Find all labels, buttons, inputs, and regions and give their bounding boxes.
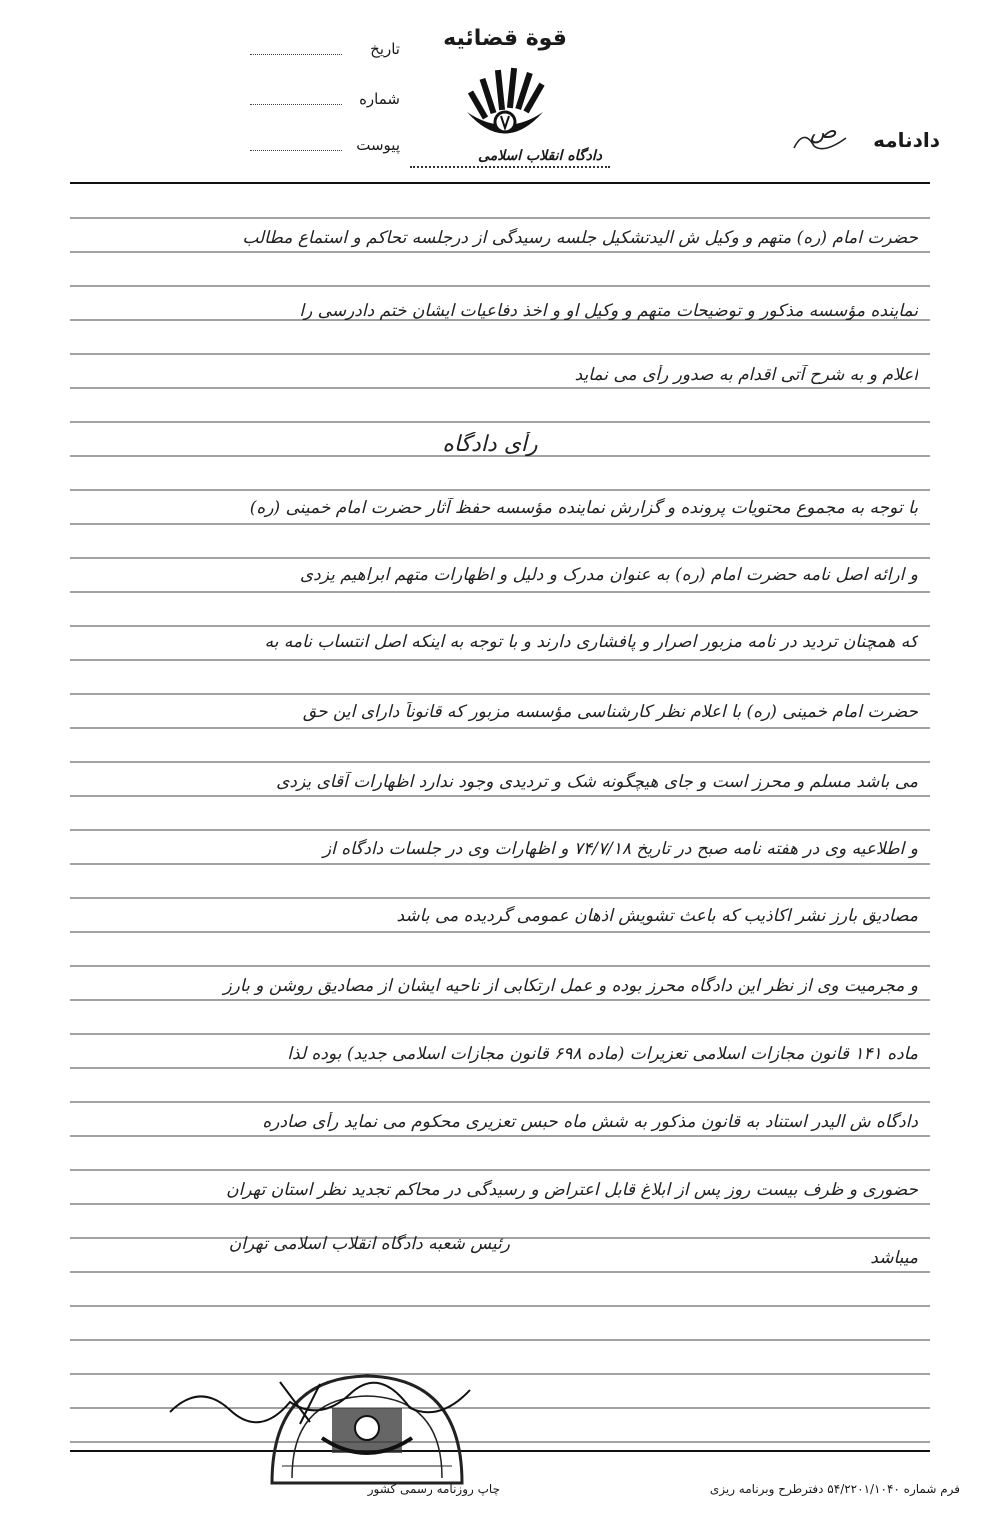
date-field [250,54,342,55]
date-row [250,40,400,58]
ruling-line: که همچنان تردید در نامه مزبور اصرار و پافشاری دارند و با توجه به اینکه اصل انتساب نامه به [264,632,918,652]
ruling-line: حضوری و ظرف بیست روز پس از ابلاغ قابل اعتراض و رسیدگی در محاکم تجدید نظر استان تهران [226,1180,918,1200]
form-number: فرم شماره ۵۴/۲۲۰۱/۱۰۴۰ دفترطرح وبرنامه ریزی [709,1482,960,1496]
attachment-label: پیوست [356,136,400,154]
ruling-line: ماده ۱۴۱ قانون مجازات اسلامی تعزیرات (ماده ۶۹۸ قانون مجازات اسلامی جدید) بوده لذا [287,1044,918,1064]
verdict-number: ص [810,119,837,144]
form-footer [40,1482,960,1504]
ruling-line: می باشد مسلم و محرز است و جای هیچگونه شک و تردیدی وجود ندارد اظهارات آقای یزدی [276,772,918,792]
ruling-line: دادگاه ش الیدر استناد به قانون مذکور به شش ماه حبس تعزیری محکوم می نماید رأی صادره [262,1112,918,1132]
opening-line: اعلام و به شرح آتی اقدام به صدور رأی می نماید [574,365,918,385]
court-name-rule [410,166,610,168]
number-label: شماره [359,90,400,108]
verdict-label: دادنامه [873,128,940,152]
attachment-field [250,150,342,151]
number-row [250,90,400,108]
court-name: دادگاه انقلاب اسلامی [478,148,602,164]
ruling-line: حضرت امام خمینی (ره) با اعلام نظر کارشناسی مؤسسه مزبور که قانوناً دارای این حق [302,702,918,722]
judiciary-emblem-icon [455,60,555,150]
verdict-number-handwriting [790,108,850,158]
printer-name: چاپ روزنامه رسمی کشور [367,1482,500,1496]
ruling-line: و ارائه اصل نامه حضرت امام (ره) به عنوان مدرک و دلیل و اظهارات متهم ابراهیم یزدی [299,565,918,585]
ruling-line: و مجرمیت وی از نظر این دادگاه محرز بوده و عمل ارتکابی از ناحیه ایشان از مصادیق روشن و بارز [223,976,918,996]
lined-writing-area [70,182,930,1452]
opening-line: حضرت امام (ره) متهم و وکیل ش الیدتشکیل جلسه رسیدگی از درجلسه تحاکم و استماع مطالب [242,228,918,248]
attachment-row [250,136,400,154]
ruling-line: میباشد [870,1248,918,1268]
opening-line: نماینده مؤسسه مذکور و توضیحات متهم و وکیل او و اخذ دفاعیات ایشان ختم دادرسی را [299,301,918,321]
ruling-line: مصادیق بارز نشر اکاذیب که باعث تشویش اذهان عمومی گردیده می باشد [396,906,918,926]
ruling-line: با توجه به مجموع محتویات پرونده و گزارش نماینده مؤسسه حفظ آثار حضرت امام خمینی (ره) [249,498,918,518]
ruling-line: و اطلاعیه وی در هفته نامه صبح در تاریخ ۷۴/۷/۱۸ و اظهارات وی در جلسات دادگاه از [322,839,918,859]
institution-title: قوة قضائيه [443,26,567,51]
number-field [250,104,342,105]
signature-text: رئیس شعبه دادگاه انقلاب اسلامی تهران [228,1234,510,1254]
date-label: تاریخ [370,40,400,58]
ruling-heading: رأی دادگاه [442,432,538,457]
handwritten-signature-icon [160,1372,480,1432]
